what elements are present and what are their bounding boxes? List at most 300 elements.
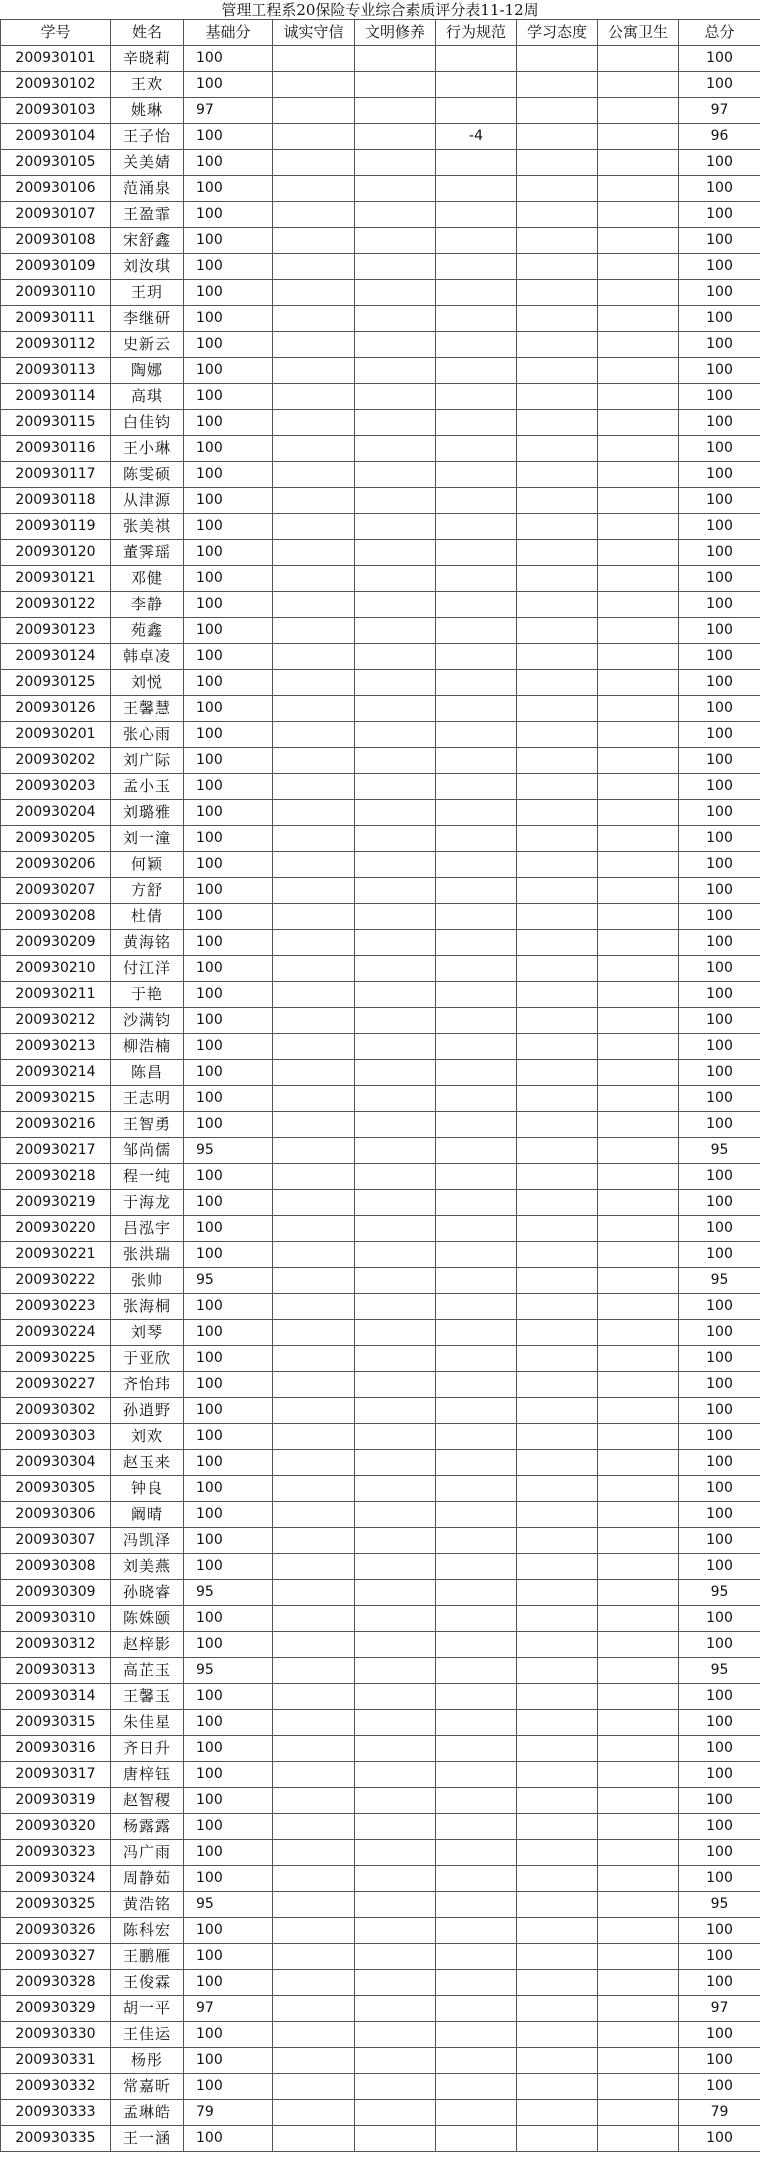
civility-cell: [355, 904, 436, 930]
table-row: [1, 1762, 760, 1788]
base-score-cell: 100: [184, 254, 273, 280]
dorm-hygiene-cell: [598, 1684, 679, 1710]
total-score-cell: 100: [679, 618, 760, 644]
civility-cell: [355, 696, 436, 722]
dorm-hygiene-cell: [598, 1502, 679, 1528]
study-attitude-cell: [517, 2100, 598, 2126]
student-name-cell: 吕泓宇: [111, 1216, 184, 1242]
honesty-cell: [273, 150, 355, 176]
header-total: 总分: [679, 20, 760, 46]
behavior-cell: [436, 1060, 517, 1086]
student-id-cell: 200930308: [1, 1554, 111, 1580]
civility-cell: [355, 150, 436, 176]
table-row: [1, 1112, 760, 1138]
total-score-cell: 100: [679, 1710, 760, 1736]
total-score-cell: 100: [679, 696, 760, 722]
student-id-cell: 200930227: [1, 1372, 111, 1398]
table-row: [1, 1242, 760, 1268]
header-behavior: 行为规范: [436, 20, 517, 46]
honesty-cell: [273, 722, 355, 748]
base-score-cell: 100: [184, 904, 273, 930]
study-attitude-cell: [517, 1892, 598, 1918]
dorm-hygiene-cell: [598, 1866, 679, 1892]
student-name-cell: 张美祺: [111, 514, 184, 540]
total-score-cell: 100: [679, 462, 760, 488]
civility-cell: [355, 592, 436, 618]
table-row: [1, 1944, 760, 1970]
behavior-cell: [436, 1268, 517, 1294]
honesty-cell: [273, 592, 355, 618]
dorm-hygiene-cell: [598, 488, 679, 514]
base-score-cell: 100: [184, 670, 273, 696]
behavior-cell: [436, 1788, 517, 1814]
study-attitude-cell: [517, 1736, 598, 1762]
behavior-cell: [436, 228, 517, 254]
student-id-cell: 200930125: [1, 670, 111, 696]
table-row: [1, 1632, 760, 1658]
honesty-cell: [273, 72, 355, 98]
student-name-cell: 陈姝颐: [111, 1606, 184, 1632]
student-id-cell: 200930223: [1, 1294, 111, 1320]
base-score-cell: 100: [184, 1112, 273, 1138]
honesty-cell: [273, 1320, 355, 1346]
student-name-cell: 钟良: [111, 1476, 184, 1502]
total-score-cell: 100: [679, 514, 760, 540]
total-score-cell: 100: [679, 306, 760, 332]
table-row: [1, 1138, 760, 1164]
honesty-cell: [273, 2048, 355, 2074]
student-name-cell: 王佳运: [111, 2022, 184, 2048]
base-score-cell: 100: [184, 566, 273, 592]
table-row: [1, 1476, 760, 1502]
base-score-cell: 100: [184, 1034, 273, 1060]
student-id-cell: 200930216: [1, 1112, 111, 1138]
dorm-hygiene-cell: [598, 1294, 679, 1320]
base-score-cell: 100: [184, 358, 273, 384]
student-name-cell: 杨彤: [111, 2048, 184, 2074]
table-row: [1, 1294, 760, 1320]
dorm-hygiene-cell: [598, 1450, 679, 1476]
base-score-cell: 100: [184, 1476, 273, 1502]
student-id-cell: 200930121: [1, 566, 111, 592]
student-name-cell: 董霁瑶: [111, 540, 184, 566]
behavior-cell: [436, 1580, 517, 1606]
table-row: [1, 670, 760, 696]
table-row: [1, 1086, 760, 1112]
honesty-cell: [273, 1788, 355, 1814]
honesty-cell: [273, 98, 355, 124]
honesty-cell: [273, 1632, 355, 1658]
table-row: [1, 904, 760, 930]
honesty-cell: [273, 228, 355, 254]
behavior-cell: [436, 696, 517, 722]
table-row: [1, 46, 760, 72]
table-row: [1, 826, 760, 852]
base-score-cell: 100: [184, 1372, 273, 1398]
table-row: [1, 280, 760, 306]
total-score-cell: 100: [679, 1554, 760, 1580]
student-id-cell: 200930310: [1, 1606, 111, 1632]
base-score-cell: 100: [184, 1242, 273, 1268]
dorm-hygiene-cell: [598, 878, 679, 904]
student-name-cell: 范涌泉: [111, 176, 184, 202]
study-attitude-cell: [517, 332, 598, 358]
student-id-cell: 200930110: [1, 280, 111, 306]
civility-cell: [355, 176, 436, 202]
base-score-cell: 100: [184, 462, 273, 488]
behavior-cell: [436, 1632, 517, 1658]
study-attitude-cell: [517, 852, 598, 878]
total-score-cell: 100: [679, 566, 760, 592]
student-name-cell: 刘琴: [111, 1320, 184, 1346]
student-name-cell: 冯广雨: [111, 1840, 184, 1866]
behavior-cell: [436, 1112, 517, 1138]
student-name-cell: 孟琳皓: [111, 2100, 184, 2126]
header-name: 姓名: [111, 20, 184, 46]
civility-cell: [355, 1372, 436, 1398]
dorm-hygiene-cell: [598, 384, 679, 410]
civility-cell: [355, 644, 436, 670]
total-score-cell: 100: [679, 228, 760, 254]
base-score-cell: 100: [184, 1970, 273, 1996]
student-name-cell: 白佳钧: [111, 410, 184, 436]
honesty-cell: [273, 1034, 355, 1060]
behavior-cell: [436, 98, 517, 124]
behavior-cell: [436, 514, 517, 540]
dorm-hygiene-cell: [598, 1346, 679, 1372]
base-score-cell: 100: [184, 2048, 273, 2074]
student-id-cell: 200930329: [1, 1996, 111, 2022]
student-name-cell: 王欢: [111, 72, 184, 98]
dorm-hygiene-cell: [598, 124, 679, 150]
behavior-cell: [436, 1814, 517, 1840]
behavior-cell: [436, 1918, 517, 1944]
study-attitude-cell: [517, 488, 598, 514]
total-score-cell: 100: [679, 1528, 760, 1554]
behavior-cell: [436, 254, 517, 280]
dorm-hygiene-cell: [598, 956, 679, 982]
base-score-cell: 100: [184, 1840, 273, 1866]
table-row: [1, 1892, 760, 1918]
table-row: [1, 566, 760, 592]
table-row: [1, 1528, 760, 1554]
honesty-cell: [273, 1008, 355, 1034]
student-name-cell: 韩卓凌: [111, 644, 184, 670]
total-score-cell: 100: [679, 1788, 760, 1814]
honesty-cell: [273, 1736, 355, 1762]
base-score-cell: 100: [184, 332, 273, 358]
dorm-hygiene-cell: [598, 98, 679, 124]
behavior-cell: [436, 462, 517, 488]
dorm-hygiene-cell: [598, 904, 679, 930]
behavior-cell: [436, 1424, 517, 1450]
student-name-cell: 程一纯: [111, 1164, 184, 1190]
honesty-cell: [273, 930, 355, 956]
civility-cell: [355, 1762, 436, 1788]
base-score-cell: 100: [184, 228, 273, 254]
student-id-cell: 200930123: [1, 618, 111, 644]
dorm-hygiene-cell: [598, 306, 679, 332]
study-attitude-cell: [517, 228, 598, 254]
total-score-cell: 100: [679, 1320, 760, 1346]
honesty-cell: [273, 1450, 355, 1476]
student-name-cell: 从津源: [111, 488, 184, 514]
dorm-hygiene-cell: [598, 1008, 679, 1034]
student-id-cell: 200930117: [1, 462, 111, 488]
honesty-cell: [273, 1346, 355, 1372]
study-attitude-cell: [517, 878, 598, 904]
table-row: [1, 332, 760, 358]
total-score-cell: 100: [679, 202, 760, 228]
student-name-cell: 冯凯泽: [111, 1528, 184, 1554]
honesty-cell: [273, 540, 355, 566]
civility-cell: [355, 1424, 436, 1450]
honesty-cell: [273, 956, 355, 982]
student-name-cell: 邹尚儒: [111, 1138, 184, 1164]
behavior-cell: [436, 1606, 517, 1632]
total-score-cell: 100: [679, 670, 760, 696]
study-attitude-cell: [517, 254, 598, 280]
student-id-cell: 200930206: [1, 852, 111, 878]
dorm-hygiene-cell: [598, 930, 679, 956]
civility-cell: [355, 1736, 436, 1762]
civility-cell: [355, 1476, 436, 1502]
student-name-cell: 王子怡: [111, 124, 184, 150]
study-attitude-cell: [517, 410, 598, 436]
base-score-cell: 100: [184, 1216, 273, 1242]
student-name-cell: 王智勇: [111, 1112, 184, 1138]
study-attitude-cell: [517, 462, 598, 488]
total-score-cell: 100: [679, 2022, 760, 2048]
base-score-cell: 100: [184, 1164, 273, 1190]
student-name-cell: 刘悦: [111, 670, 184, 696]
base-score-cell: 100: [184, 1450, 273, 1476]
student-name-cell: 辛晓莉: [111, 46, 184, 72]
table-row: [1, 72, 760, 98]
civility-cell: [355, 358, 436, 384]
dorm-hygiene-cell: [598, 1996, 679, 2022]
base-score-cell: 100: [184, 46, 273, 72]
total-score-cell: 100: [679, 748, 760, 774]
behavior-cell: [436, 618, 517, 644]
civility-cell: [355, 670, 436, 696]
student-id-cell: 200930218: [1, 1164, 111, 1190]
civility-cell: [355, 488, 436, 514]
dorm-hygiene-cell: [598, 1762, 679, 1788]
civility-cell: [355, 1060, 436, 1086]
behavior-cell: [436, 384, 517, 410]
total-score-cell: 100: [679, 1424, 760, 1450]
study-attitude-cell: [517, 722, 598, 748]
civility-cell: [355, 826, 436, 852]
total-score-cell: 100: [679, 826, 760, 852]
study-attitude-cell: [517, 1710, 598, 1736]
table-row: [1, 982, 760, 1008]
behavior-cell: [436, 1008, 517, 1034]
student-id-cell: 200930217: [1, 1138, 111, 1164]
study-attitude-cell: [517, 930, 598, 956]
student-name-cell: 刘一潼: [111, 826, 184, 852]
study-attitude-cell: [517, 1606, 598, 1632]
table-row: [1, 1190, 760, 1216]
civility-cell: [355, 1970, 436, 1996]
student-id-cell: 200930212: [1, 1008, 111, 1034]
behavior-cell: [436, 592, 517, 618]
total-score-cell: 100: [679, 332, 760, 358]
study-attitude-cell: [517, 72, 598, 98]
header-study-attitude: 学习态度: [517, 20, 598, 46]
study-attitude-cell: [517, 644, 598, 670]
base-score-cell: 100: [184, 1918, 273, 1944]
civility-cell: [355, 1814, 436, 1840]
honesty-cell: [273, 462, 355, 488]
table-row: [1, 384, 760, 410]
honesty-cell: [273, 1112, 355, 1138]
dorm-hygiene-cell: [598, 1164, 679, 1190]
student-id-cell: 200930220: [1, 1216, 111, 1242]
student-id-cell: 200930116: [1, 436, 111, 462]
behavior-cell: [436, 1528, 517, 1554]
civility-cell: [355, 1450, 436, 1476]
table-row: [1, 1554, 760, 1580]
behavior-cell: [436, 956, 517, 982]
student-id-cell: 200930213: [1, 1034, 111, 1060]
study-attitude-cell: [517, 1632, 598, 1658]
table-row: [1, 1788, 760, 1814]
study-attitude-cell: [517, 1398, 598, 1424]
student-name-cell: 张帅: [111, 1268, 184, 1294]
total-score-cell: 100: [679, 1216, 760, 1242]
dorm-hygiene-cell: [598, 1216, 679, 1242]
header-base-score: 基础分: [184, 20, 273, 46]
student-name-cell: 高琪: [111, 384, 184, 410]
student-id-cell: 200930325: [1, 1892, 111, 1918]
table-row: [1, 1684, 760, 1710]
total-score-cell: 100: [679, 176, 760, 202]
honesty-cell: [273, 748, 355, 774]
student-name-cell: 朱佳星: [111, 1710, 184, 1736]
student-id-cell: 200930101: [1, 46, 111, 72]
table-row: [1, 176, 760, 202]
behavior-cell: [436, 1372, 517, 1398]
behavior-cell: [436, 410, 517, 436]
base-score-cell: 100: [184, 722, 273, 748]
civility-cell: [355, 1840, 436, 1866]
student-name-cell: 陈雯硕: [111, 462, 184, 488]
student-id-cell: 200930108: [1, 228, 111, 254]
total-score-cell: 100: [679, 774, 760, 800]
student-id-cell: 200930302: [1, 1398, 111, 1424]
student-name-cell: 李继研: [111, 306, 184, 332]
table-row: [1, 1034, 760, 1060]
student-name-cell: 于艳: [111, 982, 184, 1008]
table-row: [1, 1814, 760, 1840]
honesty-cell: [273, 1684, 355, 1710]
dorm-hygiene-cell: [598, 852, 679, 878]
study-attitude-cell: [517, 1476, 598, 1502]
base-score-cell: 100: [184, 1710, 273, 1736]
behavior-cell: [436, 2126, 517, 2152]
study-attitude-cell: [517, 670, 598, 696]
honesty-cell: [273, 358, 355, 384]
civility-cell: [355, 1502, 436, 1528]
base-score-cell: 100: [184, 150, 273, 176]
dorm-hygiene-cell: [598, 1320, 679, 1346]
civility-cell: [355, 202, 436, 228]
total-score-cell: 100: [679, 1970, 760, 1996]
dorm-hygiene-cell: [598, 1398, 679, 1424]
base-score-cell: 100: [184, 592, 273, 618]
honesty-cell: [273, 2100, 355, 2126]
student-name-cell: 阚晴: [111, 1502, 184, 1528]
study-attitude-cell: [517, 384, 598, 410]
total-score-cell: 100: [679, 1112, 760, 1138]
total-score-cell: 100: [679, 1034, 760, 1060]
behavior-cell: [436, 1710, 517, 1736]
header-row: [1, 20, 760, 46]
student-id-cell: 200930219: [1, 1190, 111, 1216]
student-name-cell: 齐日升: [111, 1736, 184, 1762]
behavior-cell: [436, 1346, 517, 1372]
behavior-cell: [436, 1034, 517, 1060]
study-attitude-cell: [517, 1242, 598, 1268]
base-score-cell: 100: [184, 1606, 273, 1632]
base-score-cell: 100: [184, 644, 273, 670]
base-score-cell: 100: [184, 1008, 273, 1034]
total-score-cell: 100: [679, 358, 760, 384]
behavior-cell: [436, 644, 517, 670]
student-id-cell: 200930332: [1, 2074, 111, 2100]
honesty-cell: [273, 982, 355, 1008]
header-honesty: 诚实守信: [273, 20, 355, 46]
table-row: [1, 1164, 760, 1190]
dorm-hygiene-cell: [598, 1060, 679, 1086]
student-name-cell: 王玥: [111, 280, 184, 306]
table-row: [1, 644, 760, 670]
base-score-cell: 100: [184, 176, 273, 202]
total-score-cell: 100: [679, 930, 760, 956]
base-score-cell: 100: [184, 1424, 273, 1450]
behavior-cell: [436, 540, 517, 566]
civility-cell: [355, 956, 436, 982]
behavior-cell: [436, 1892, 517, 1918]
behavior-cell: [436, 1684, 517, 1710]
behavior-cell: [436, 930, 517, 956]
civility-cell: [355, 1710, 436, 1736]
total-score-cell: 100: [679, 384, 760, 410]
total-score-cell: 100: [679, 1242, 760, 1268]
study-attitude-cell: [517, 696, 598, 722]
student-id-cell: 200930105: [1, 150, 111, 176]
dorm-hygiene-cell: [598, 2022, 679, 2048]
honesty-cell: [273, 1398, 355, 1424]
dorm-hygiene-cell: [598, 1892, 679, 1918]
dorm-hygiene-cell: [598, 1138, 679, 1164]
student-id-cell: 200930215: [1, 1086, 111, 1112]
civility-cell: [355, 1632, 436, 1658]
student-id-cell: 200930324: [1, 1866, 111, 1892]
student-name-cell: 陈昌: [111, 1060, 184, 1086]
total-score-cell: 100: [679, 2048, 760, 2074]
student-id-cell: 200930119: [1, 514, 111, 540]
base-score-cell: 100: [184, 540, 273, 566]
student-name-cell: 宋舒鑫: [111, 228, 184, 254]
civility-cell: [355, 852, 436, 878]
behavior-cell: [436, 1840, 517, 1866]
student-id-cell: 200930319: [1, 1788, 111, 1814]
base-score-cell: 100: [184, 1346, 273, 1372]
total-score-cell: 100: [679, 436, 760, 462]
